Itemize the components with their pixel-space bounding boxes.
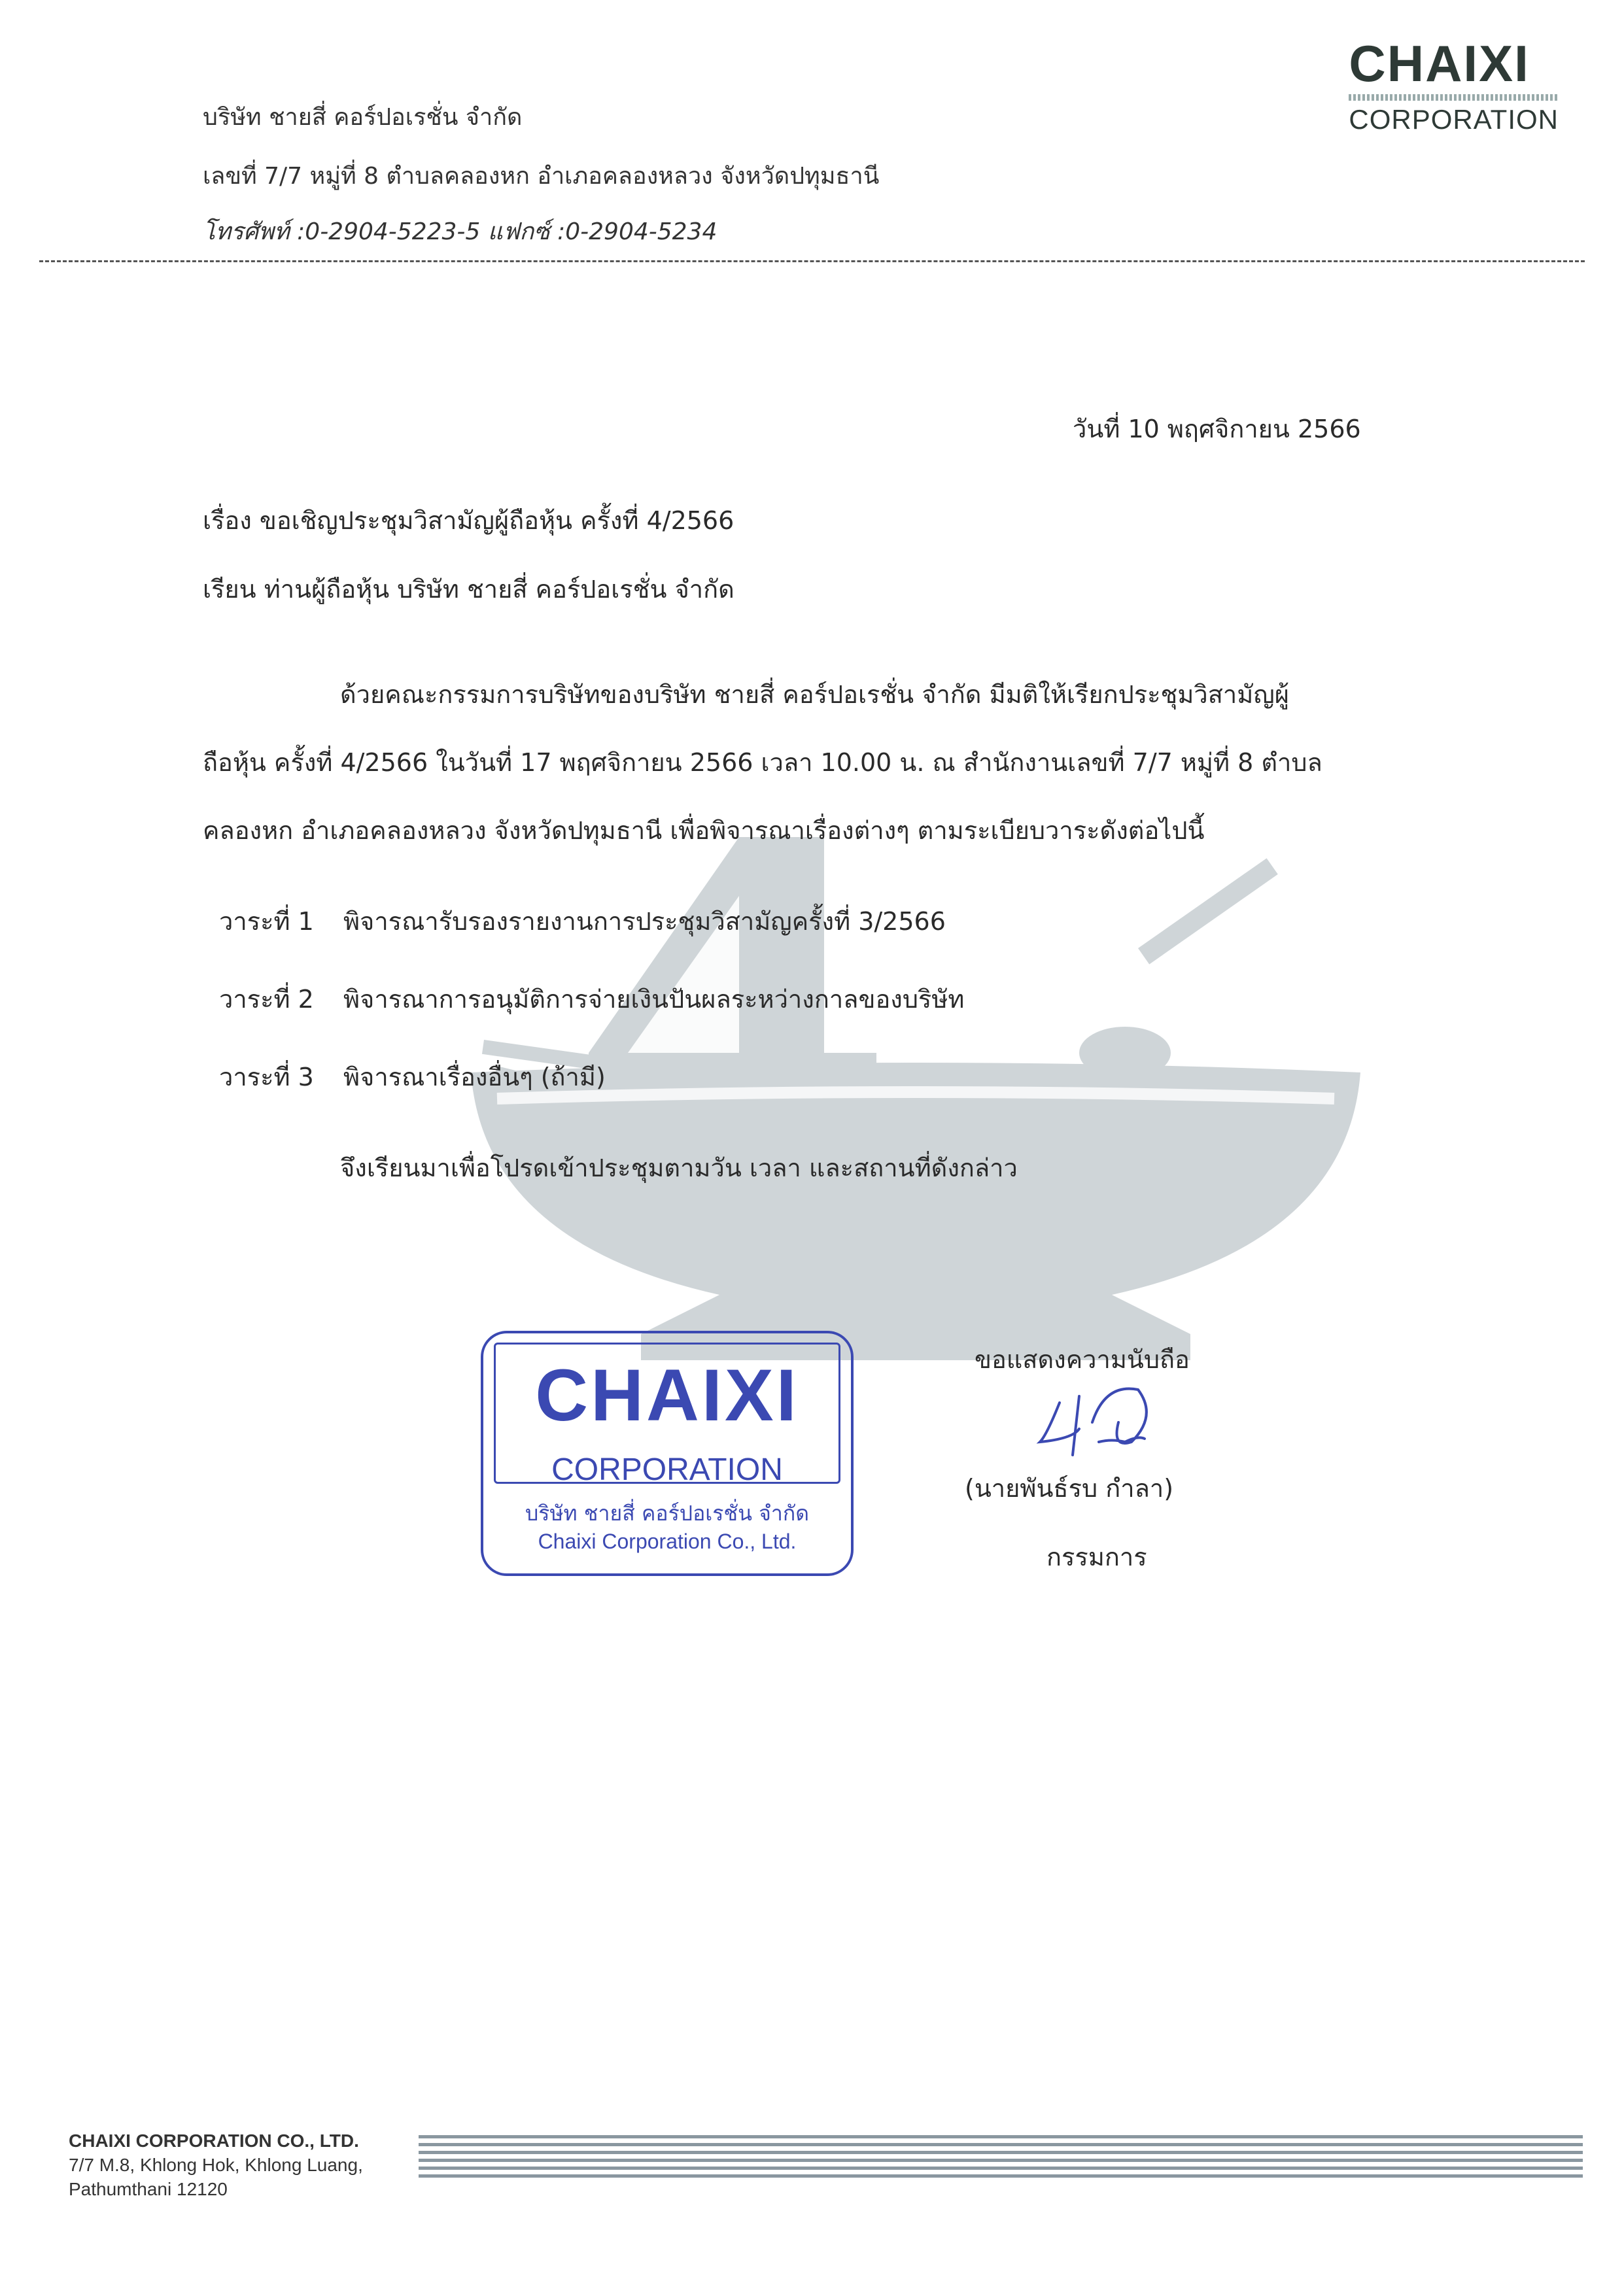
footer-decorative-lines: [419, 2135, 1583, 2182]
agenda-text: พิจารณาเรื่องอื่นๆ (ถ้ามี): [343, 1063, 606, 1091]
logo-subtitle: CORPORATION: [1349, 104, 1559, 135]
footer-company-name: CHAIXI CORPORATION CO., LTD.: [69, 2131, 359, 2151]
agenda-item: [219, 961, 964, 1038]
stamp-name-thai: บริษัท ชายสี่ คอร์ปอเรชั่น จำกัด: [525, 1501, 810, 1526]
letter-subject: เรื่อง ขอเชิญประชุมวิสามัญผู้ถือหุ้น ครั้งที่ 4/2566: [203, 506, 734, 535]
company-logo: [1349, 35, 1559, 135]
stamp-wordmark: CHAIXI: [535, 1354, 799, 1436]
body-line-1: ด้วยคณะกรรมการบริษัทของบริษัท ชายสี่ คอร์ปอเรชั่น จำกัด มีมติให้เรียกประชุมวิสามัญผู้: [340, 680, 1289, 709]
signer-name: (นายพันธ์รบ กำลา): [965, 1474, 1174, 1503]
stamp-name-english: Chaixi Corporation Co., Ltd.: [538, 1530, 797, 1553]
agenda-text: พิจารณารับรองรายงานการประชุมวิสามัญครั้งที่ 3/2566: [343, 907, 946, 936]
logo-divider: [1349, 94, 1559, 101]
signer-title: กรรมการ: [1046, 1543, 1147, 1571]
agenda-list: [219, 883, 964, 1116]
letter-date: วันที่ 10 พฤศจิกายน 2566: [1073, 415, 1361, 443]
header-phone-fax: โทรศัพท์ :0-2904-5223-5 แฟกซ์ :0-2904-5234: [203, 218, 717, 245]
header-divider: [39, 260, 1585, 262]
handwritten-signature-icon: [1033, 1377, 1171, 1462]
letter-regards: ขอแสดงความนับถือ: [975, 1345, 1190, 1374]
agenda-number: วาระที่ 1: [219, 907, 314, 936]
logo-wordmark: CHAIXI: [1349, 35, 1530, 92]
agenda-item: [219, 883, 964, 961]
company-stamp: [481, 1331, 854, 1576]
footer-address-line-1: 7/7 M.8, Khlong Hok, Khlong Luang,: [69, 2155, 363, 2175]
header-company-name: บริษัท ชายสี่ คอร์ปอเรชั่น จำกัด: [203, 104, 523, 131]
header-address: เลขที่ 7/7 หมู่ที่ 8 ตำบลคลองหก อำเภอคลองหลวง จังหวัดปทุมธานี: [203, 163, 880, 190]
agenda-item: [219, 1038, 964, 1116]
letter-body-paragraph: [203, 660, 1445, 865]
stamp-logo-box: [494, 1343, 840, 1487]
agenda-number: วาระที่ 2: [219, 985, 314, 1014]
agenda-number: วาระที่ 3: [219, 1063, 314, 1091]
footer-address-line-2: Pathumthani 12120: [69, 2179, 228, 2199]
letter-recipient: เรียน ท่านผู้ถือหุ้น บริษัท ชายสี่ คอร์ปอเรชั่น จำกัด: [203, 575, 734, 604]
body-line-2: ถือหุ้น ครั้งที่ 4/2566 ในวันที่ 17 พฤศจิกายน 2566 เวลา 10.00 น. ณ สำนักงานเลขที่ 7/7 หมู่ที่ 8 ตำบล: [203, 748, 1322, 777]
stamp-subtitle: CORPORATION: [551, 1452, 783, 1487]
agenda-text: พิจารณาการอนุมัติการจ่ายเงินปันผลระหว่างกาลของบริษัท: [343, 985, 965, 1014]
body-line-3: คลองหก อำเภอคลองหลวง จังหวัดปทุมธานี เพื่อพิจารณาเรื่องต่างๆ ตามระเบียบวาระดังต่อไปนี้: [203, 816, 1205, 845]
letter-closing: จึงเรียนมาเพื่อโปรดเข้าประชุมตามวัน เวลา และสถานที่ดังกล่าว: [340, 1154, 1018, 1182]
